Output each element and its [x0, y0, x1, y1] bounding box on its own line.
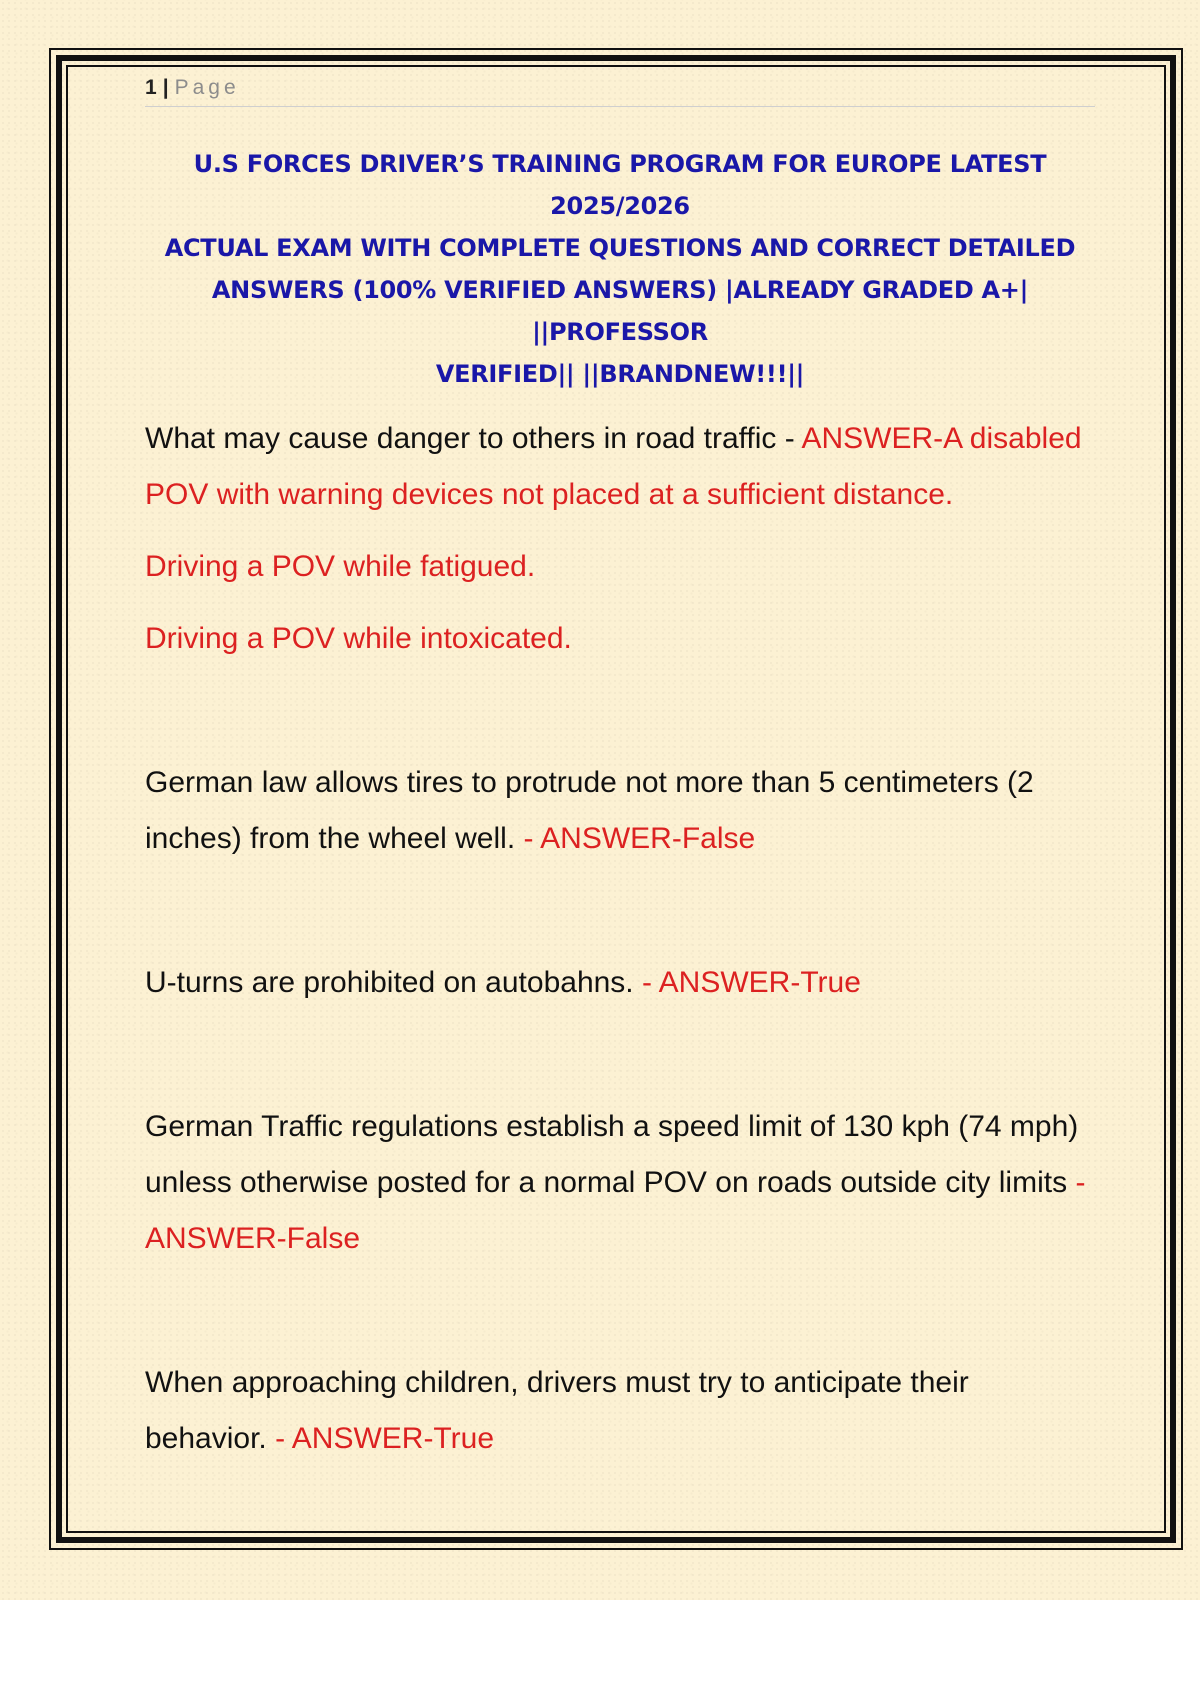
question-text	[145, 411, 1095, 523]
question-text	[145, 1099, 1095, 1267]
question-text	[145, 755, 1095, 867]
answer-text: - ANSWER-True	[641, 966, 861, 999]
page-label: Page	[174, 76, 240, 99]
qa-block	[145, 755, 1095, 867]
document-content	[145, 70, 1095, 1467]
document-title	[145, 143, 1095, 395]
header-separator: |	[162, 76, 169, 99]
answer-text: - ANSWER-False	[523, 822, 756, 855]
question-stem: German law allows tires to protrude not more than 5 centimeters (2 inches) from the wheel well.	[145, 766, 1034, 855]
question-stem: When approaching children, drivers must try to anticipate their behavior.	[145, 1366, 969, 1455]
qa-block	[145, 1099, 1095, 1267]
page-header	[145, 70, 1095, 107]
qa-block	[145, 955, 1095, 1011]
question-stem: U-turns are prohibited on autobahns.	[145, 966, 642, 999]
question-text	[145, 1355, 1095, 1467]
answer-text: ANSWER-A disabled POV with warning devices not placed at a sufficient distance.	[145, 422, 1082, 511]
page-number: 1	[145, 76, 157, 99]
qa-block	[145, 411, 1095, 667]
title-line: ACTUAL EXAM WITH COMPLETE QUESTIONS AND CORRECT DETAILED	[164, 234, 1076, 262]
qa-block	[145, 1355, 1095, 1467]
title-line: ANSWERS (100% VERIFIED ANSWERS) |ALREADY GRADED A+| ||PROFESSOR	[211, 276, 1029, 346]
answer-text: - ANSWER-True	[275, 1422, 494, 1455]
question-text	[145, 955, 1095, 1011]
question-stem: German Traffic regulations establish a speed limit of 130 kph (74 mph) unless otherwise posted for a normal POV on roads outside city limits	[145, 1110, 1079, 1199]
title-line: VERIFIED|| ||BRANDNEW!!!||	[435, 360, 805, 388]
answer-text: Driving a POV while intoxicated.	[145, 622, 572, 655]
answer-text: - ANSWER-False	[145, 1166, 1086, 1255]
title-line: U.S FORCES DRIVER’S TRAINING PROGRAM FOR EUROPE LATEST 2025/2026	[193, 150, 1047, 220]
answer-text: Driving a POV while fatigued.	[145, 550, 536, 583]
question-stem: What may cause danger to others in road traffic -	[145, 422, 802, 455]
